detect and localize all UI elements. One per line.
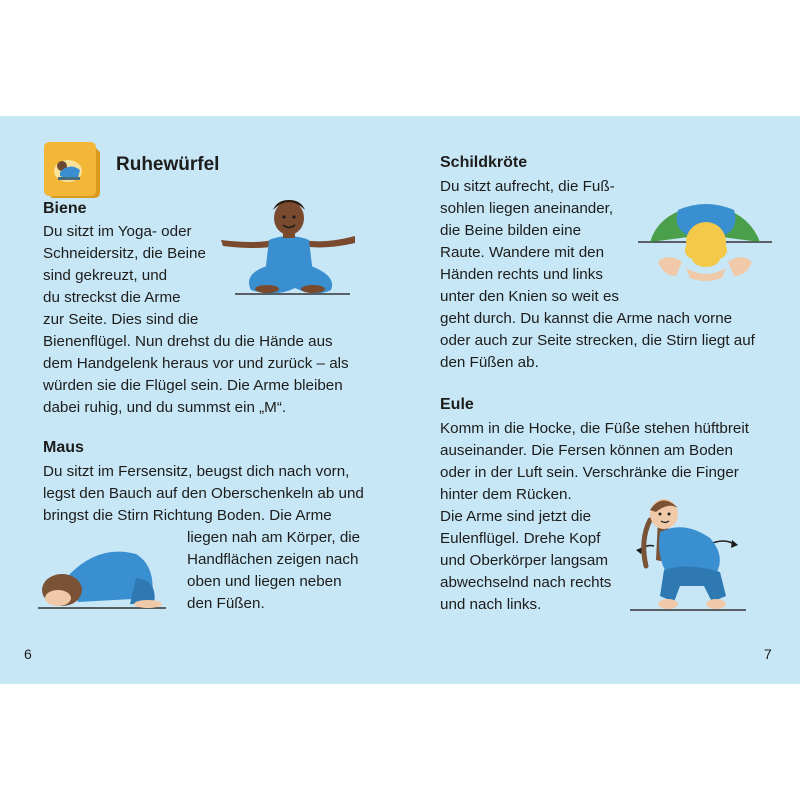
page-number-right: 7 xyxy=(764,646,772,662)
book-spread xyxy=(0,116,800,684)
turtle-pose-illustration xyxy=(638,196,773,286)
text-line: Handflächen zeigen nach xyxy=(187,551,359,568)
text-line: zur Seite. Dies sind die xyxy=(43,311,199,328)
text-line: oben und liegen neben xyxy=(187,573,342,590)
text-line: oder auch zur Seite strecken, die Stirn liegt auf xyxy=(440,332,755,349)
text-line: und Oberkörper langsam xyxy=(440,552,608,569)
text-line: den Füßen. xyxy=(187,595,265,612)
text-line: würden sie die Flügel sein. Die Arme bleiben xyxy=(43,377,343,394)
page-title: Ruhewürfel xyxy=(116,154,220,175)
text-line: Eulenflügel. Drehe Kopf xyxy=(440,530,601,547)
text-line: dabei ruhig, und du summst ein „M“. xyxy=(43,399,287,416)
text-line: Die Arme sind jetzt die xyxy=(440,508,592,525)
text-line: geht durch. Du kannst die Arme nach vorne xyxy=(440,310,733,327)
text-line: sohlen liegen aneinander, xyxy=(440,200,614,217)
text-line: und nach links. xyxy=(440,596,542,613)
text-line: sind gekreuzt, und xyxy=(43,267,168,284)
text-line: Händen rechts und links xyxy=(440,266,603,283)
text-line: abwechselnd nach rechts xyxy=(440,574,612,591)
text-line: den Füßen ab. xyxy=(440,354,539,371)
text-line: die Beine bilden eine xyxy=(440,222,582,239)
text-line: Du sitzt im Fersensitz, beugst dich nach vorn, xyxy=(43,463,350,480)
heading-biene: Biene xyxy=(43,200,87,217)
text-line: Komm in die Hocke, die Füße stehen hüftbreit xyxy=(440,420,749,437)
text-line: Du sitzt im Yoga- oder xyxy=(43,223,192,240)
text-line: hinter dem Rücken. xyxy=(440,486,572,503)
heading-eule: Eule xyxy=(440,396,474,413)
text-line: unter den Knien so weit es xyxy=(440,288,619,305)
text-line: Bienenflügel. Nun drehst du die Hände aus xyxy=(43,333,333,350)
heading-schildkroete: Schildkröte xyxy=(440,154,528,171)
text-line: dem Handgelenk heraus vor und zurück – als xyxy=(43,355,349,372)
text-line: bringst die Stirn Richtung Boden. Die Arme xyxy=(43,507,332,524)
heading-maus: Maus xyxy=(43,439,84,456)
text-line: legst den Bauch auf den Oberschenkeln ab und xyxy=(43,485,364,502)
bee-pose-illustration xyxy=(215,196,355,316)
text-line: Du sitzt aufrecht, die Fuß- xyxy=(440,178,615,195)
text-line: Schneidersitz, die Beine xyxy=(43,245,206,262)
text-line: liegen nah am Körper, die xyxy=(187,529,361,546)
dice-icon xyxy=(38,140,102,200)
text-line: auseinander. Die Fersen können am Boden xyxy=(440,442,733,459)
mouse-pose-illustration xyxy=(38,542,168,612)
text-line: du streckst die Arme xyxy=(43,289,181,306)
owl-pose-illustration xyxy=(628,490,748,620)
text-line: oder in der Luft sein. Verschränke die Finger xyxy=(440,464,739,481)
page-number-left: 6 xyxy=(24,646,32,662)
text-line: Raute. Wandere mit den xyxy=(440,244,605,261)
